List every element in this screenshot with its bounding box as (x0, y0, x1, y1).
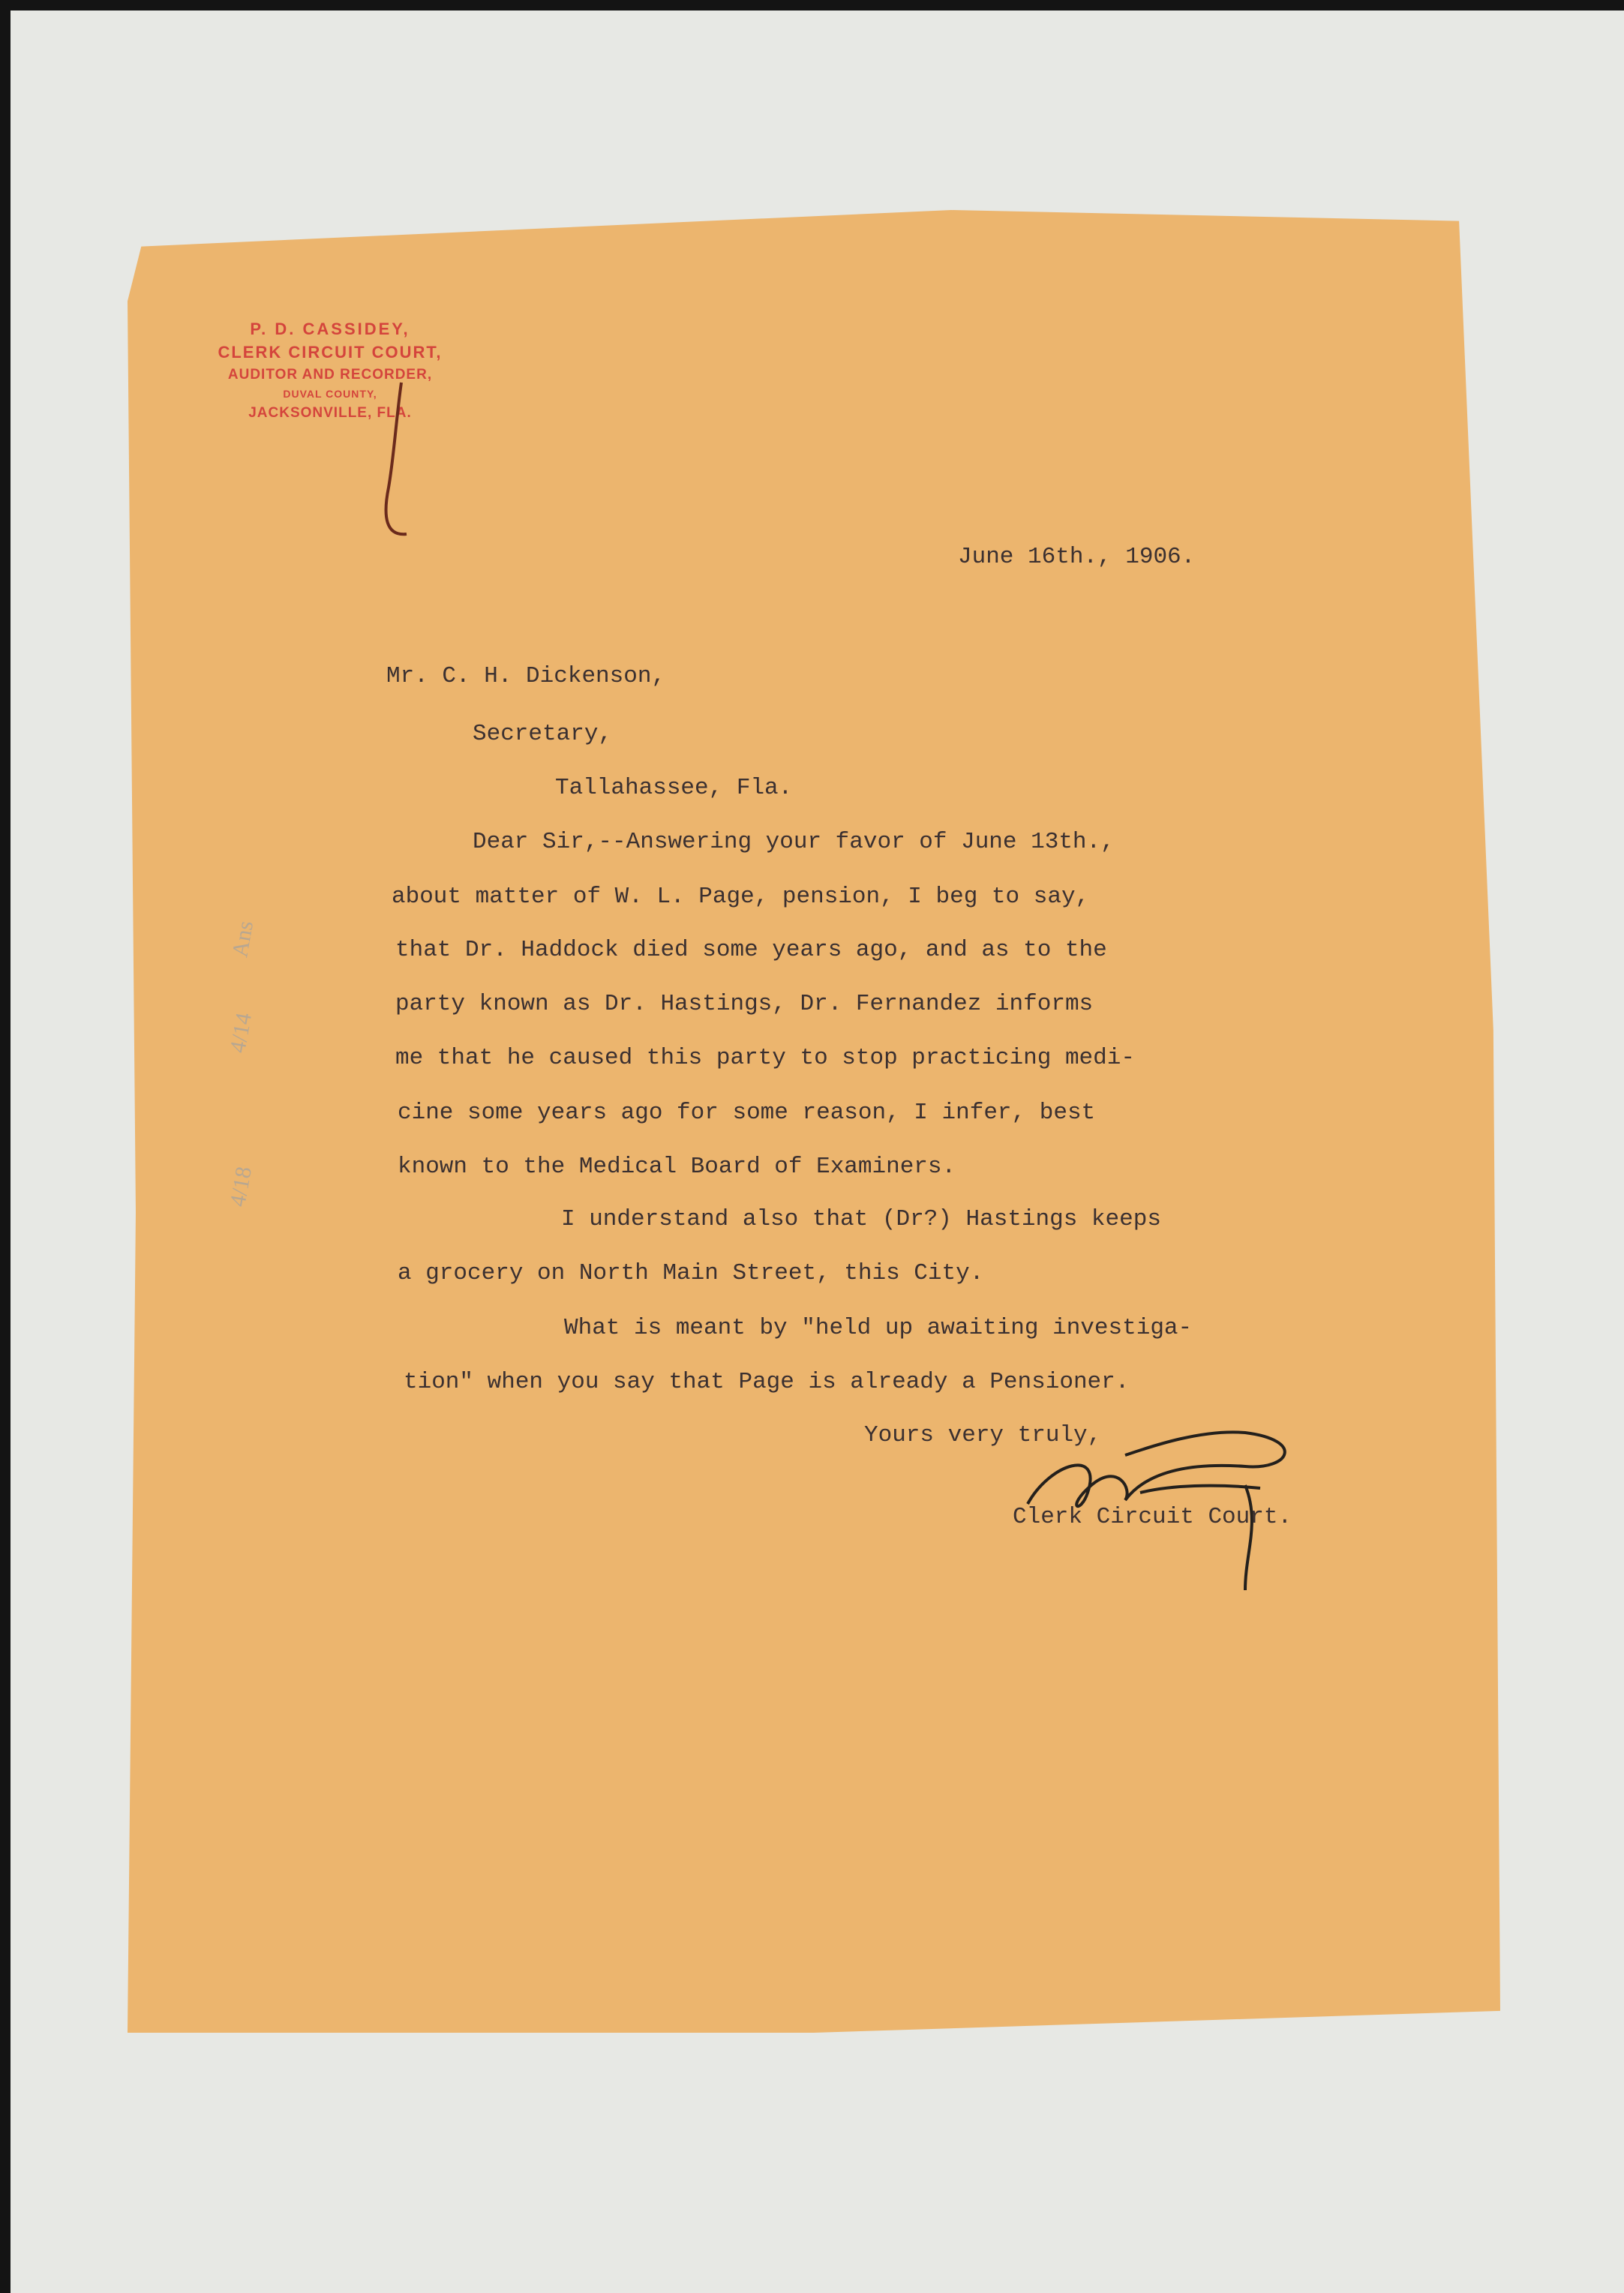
body-line: known to the Medical Board of Examiners. (398, 1154, 956, 1180)
body-line: about matter of W. L. Page, pension, I beg to say, (392, 884, 1090, 910)
recipient-title: Secretary, (473, 721, 613, 747)
body-line: that Dr. Haddock died some years ago, and as to the (395, 937, 1107, 963)
letterhead-role: AUDITOR AND RECORDER, (227, 367, 433, 383)
body-line: a grocery on North Main Street, this City. (398, 1260, 984, 1286)
body-line: tion" when you say that Page is already a Pensioner. (404, 1369, 1130, 1395)
letterhead-county: DUVAL COUNTY, (283, 388, 377, 400)
body-line: I understand also that (Dr?) Hastings keeps (561, 1206, 1161, 1232)
letterhead-city: JACKSONVILLE, FLA. (248, 405, 412, 421)
signature-title: Clerk Circuit Court. (1013, 1504, 1292, 1530)
body-line: cine some years ago for some reason, I infer, best (398, 1100, 1096, 1126)
pencil-note: 4/14 (225, 1010, 257, 1055)
body-line: Dear Sir,--Answering your favor of June 13th., (473, 829, 1115, 855)
recipient-city: Tallahassee, Fla. (555, 775, 793, 801)
letterhead-title: CLERK CIRCUIT COURT, (218, 343, 443, 362)
recipient-name: Mr. C. H. Dickenson, (386, 663, 666, 689)
pencil-note: 4/18 (225, 1164, 257, 1209)
letterhead-name: P. D. CASSIDEY, (250, 320, 410, 338)
hook-ink-mark (360, 375, 428, 548)
letter-date: June 16th., 1906. (958, 544, 1196, 570)
closing: Yours very truly, (864, 1422, 1102, 1448)
pencil-note: Ans (227, 919, 259, 959)
body-line: party known as Dr. Hastings, Dr. Fernandez informs (395, 991, 1094, 1017)
letterhead (173, 321, 488, 420)
body-line: me that he caused this party to stop practicing medi- (395, 1045, 1135, 1071)
body-line: What is meant by "held up awaiting investiga- (564, 1315, 1193, 1341)
